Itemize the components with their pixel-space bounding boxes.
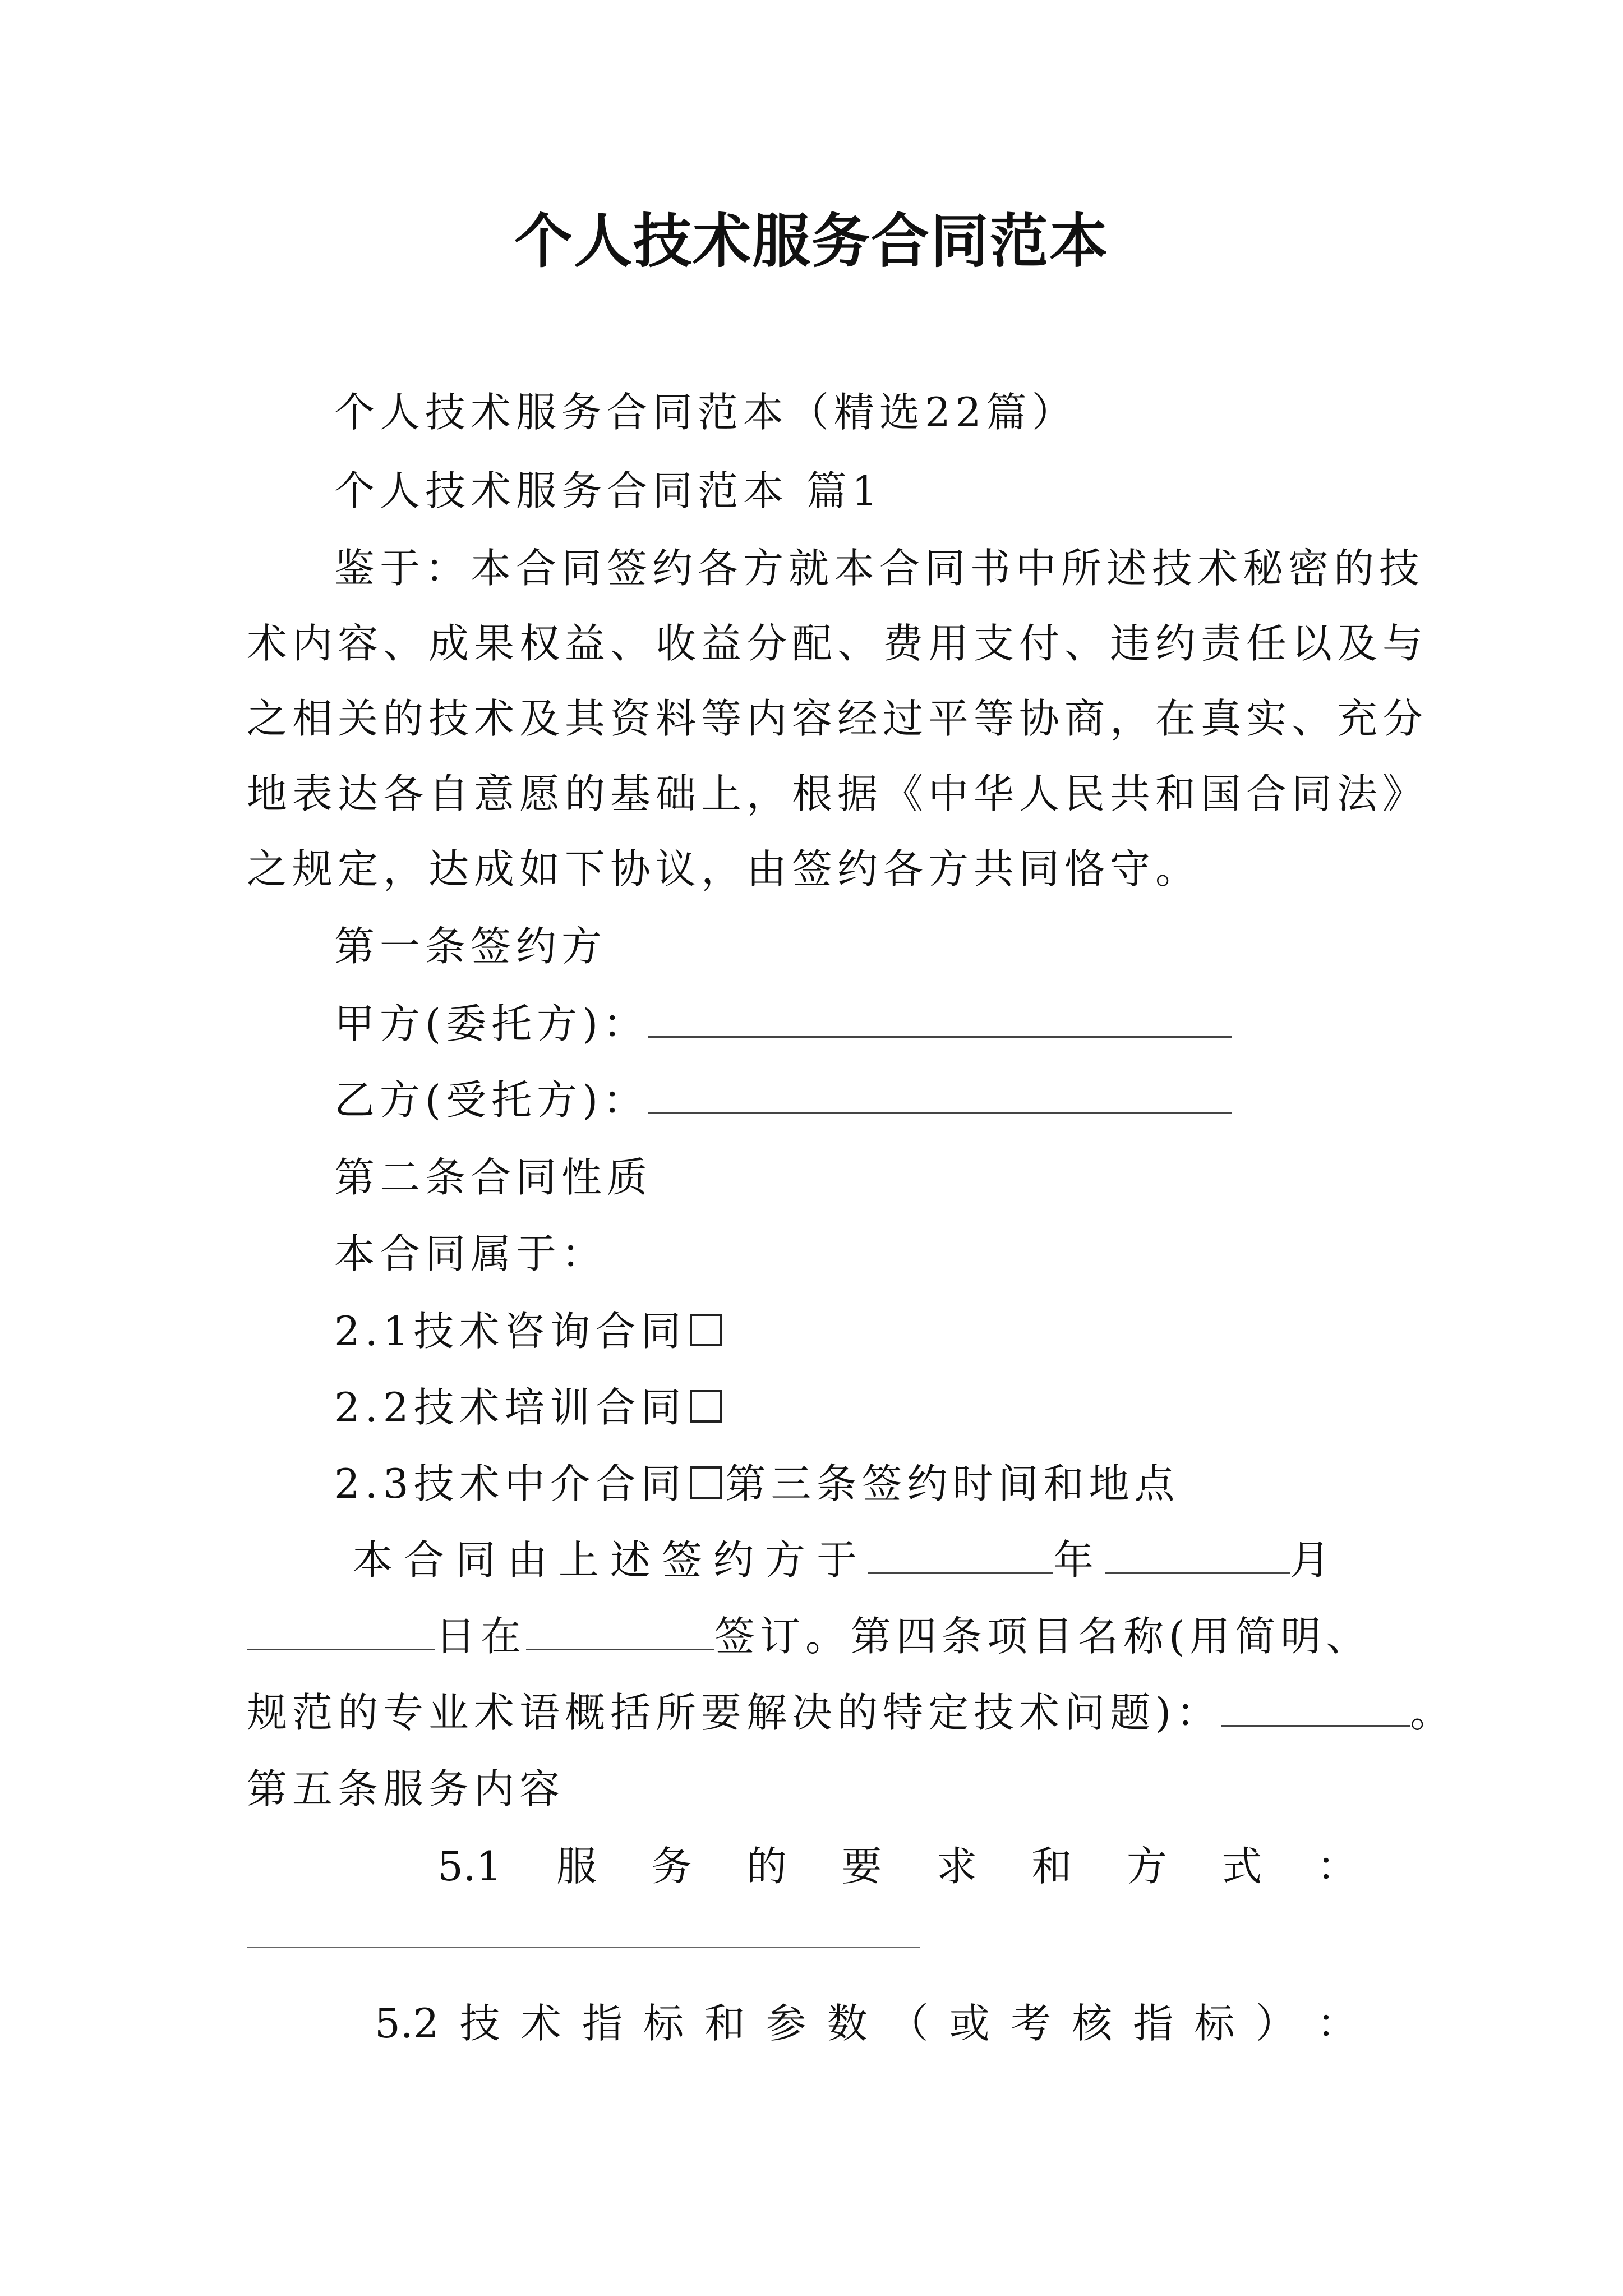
item-5-2-char: 指 xyxy=(1133,2000,1174,2047)
option-2-3-row xyxy=(334,1453,1180,1515)
year-label: 年 xyxy=(1053,1536,1105,1584)
section-heading: 个人技术服务合同范本 篇1 xyxy=(334,467,883,514)
item-5-1-char: 的 xyxy=(746,1843,787,1890)
item-5-2-char: 指 xyxy=(582,2000,623,2047)
item-5-2-char: ） xyxy=(1255,2000,1296,2047)
item-5-1-char: 和 xyxy=(1031,1843,1072,1890)
month-label: 月 xyxy=(1290,1536,1342,1584)
party-a-row xyxy=(334,993,1232,1055)
item-5-2-char: 技 xyxy=(459,2000,500,2047)
preamble-line-4: 地表达各自意愿的基础上，根据《中华人民共和国合同法》 xyxy=(247,770,1428,817)
month-blank[interactable] xyxy=(1105,1533,1290,1574)
preamble-line-5: 之规定，达成如下协议，由签约各方共同恪守。 xyxy=(247,845,1201,892)
signed-label: 签订。第四条项目名称(用简明、 xyxy=(714,1613,1372,1660)
option-2-2-checkbox[interactable] xyxy=(690,1390,722,1423)
project-name-blank[interactable] xyxy=(1221,1686,1410,1727)
item-5-2-char: 考 xyxy=(1011,2000,1052,2047)
item-5-1-char: 要 xyxy=(841,1843,882,1890)
item-5-1-char: 务 xyxy=(651,1843,692,1890)
item-5-2-char: 参 xyxy=(766,2000,806,2047)
party-b-label: 乙方(受托方)： xyxy=(334,1076,649,1124)
preamble-line-3: 之相关的技术及其资料等内容经过平等协商，在真实、充分 xyxy=(247,695,1428,742)
item-5-1-char: 式 xyxy=(1221,1843,1262,1890)
item-5-2-char: 标 xyxy=(643,2000,684,2047)
item-5-1-char: 方 xyxy=(1126,1843,1167,1890)
sign-place-row xyxy=(247,1605,1371,1667)
document-subtitle: 个人技术服务合同范本（精选22篇） xyxy=(334,389,1077,436)
item-5-1-number: 5.1 xyxy=(437,1843,502,1890)
item-5-1-char: 服 xyxy=(556,1843,597,1890)
item-5-1-blank[interactable] xyxy=(247,1947,920,1948)
project-line-period: 。 xyxy=(1410,1689,1456,1736)
article-5-heading: 第五条服务内容 xyxy=(247,1765,565,1812)
item-5-2-colon: ： xyxy=(1316,2000,1357,2047)
option-2-1-row xyxy=(334,1300,726,1362)
item-5-2-char: 核 xyxy=(1072,2000,1113,2047)
day-label: 日在 xyxy=(435,1613,527,1660)
project-name-row xyxy=(247,1682,1455,1743)
item-5-2-char: 术 xyxy=(520,2000,561,2047)
sign-date-row xyxy=(352,1529,1341,1591)
item-5-2-char: 标 xyxy=(1194,2000,1235,2047)
party-b-row xyxy=(334,1069,1232,1131)
option-2-1-label: 2.1技术咨询合同 xyxy=(334,1308,686,1355)
item-5-1-row xyxy=(437,1835,1357,1897)
project-line-label: 规范的专业术语概括所要解决的特定技术问题)： xyxy=(247,1689,1222,1736)
option-2-2-label: 2.2技术培训合同 xyxy=(334,1384,686,1431)
year-blank[interactable] xyxy=(868,1533,1053,1574)
party-a-label: 甲方(委托方)： xyxy=(334,1000,649,1047)
place-blank[interactable] xyxy=(526,1609,714,1650)
day-blank[interactable] xyxy=(247,1609,435,1650)
item-5-2-char: （ xyxy=(888,2000,929,2047)
item-5-1-colon: ： xyxy=(1316,1843,1357,1890)
item-5-1-char: 求 xyxy=(936,1843,977,1890)
party-a-blank[interactable] xyxy=(648,997,1232,1038)
item-5-2-row xyxy=(375,1993,1357,2054)
article-2-heading: 第二条合同性质 xyxy=(334,1154,653,1201)
item-5-2-char: 数 xyxy=(827,2000,868,2047)
preamble-line-1: 鉴于：本合同签约各方就本合同书中所述技术秘密的技 xyxy=(334,545,1425,592)
document-title: 个人技术服务合同范本 xyxy=(514,206,1109,275)
option-2-1-checkbox[interactable] xyxy=(690,1314,722,1346)
option-2-3-label: 2.3技术中介合同 xyxy=(334,1460,686,1507)
item-5-2-char: 或 xyxy=(949,2000,990,2047)
party-b-blank[interactable] xyxy=(648,1073,1232,1114)
contract-belongs-label: 本合同属于： xyxy=(334,1230,607,1277)
item-5-2-char: 和 xyxy=(704,2000,745,2047)
preamble-line-2: 术内容、成果权益、收益分配、费用支付、违约责任以及与 xyxy=(247,620,1428,667)
option-2-3-checkbox[interactable] xyxy=(690,1466,722,1499)
article-3-heading: 第三条签约时间和地点 xyxy=(725,1460,1180,1507)
article-1-heading: 第一条签约方 xyxy=(334,923,607,970)
option-2-2-row xyxy=(334,1377,726,1438)
item-5-2-number: 5.2 xyxy=(375,2000,439,2047)
sign-line-prefix: 本合同由上述签约方于 xyxy=(352,1536,869,1584)
